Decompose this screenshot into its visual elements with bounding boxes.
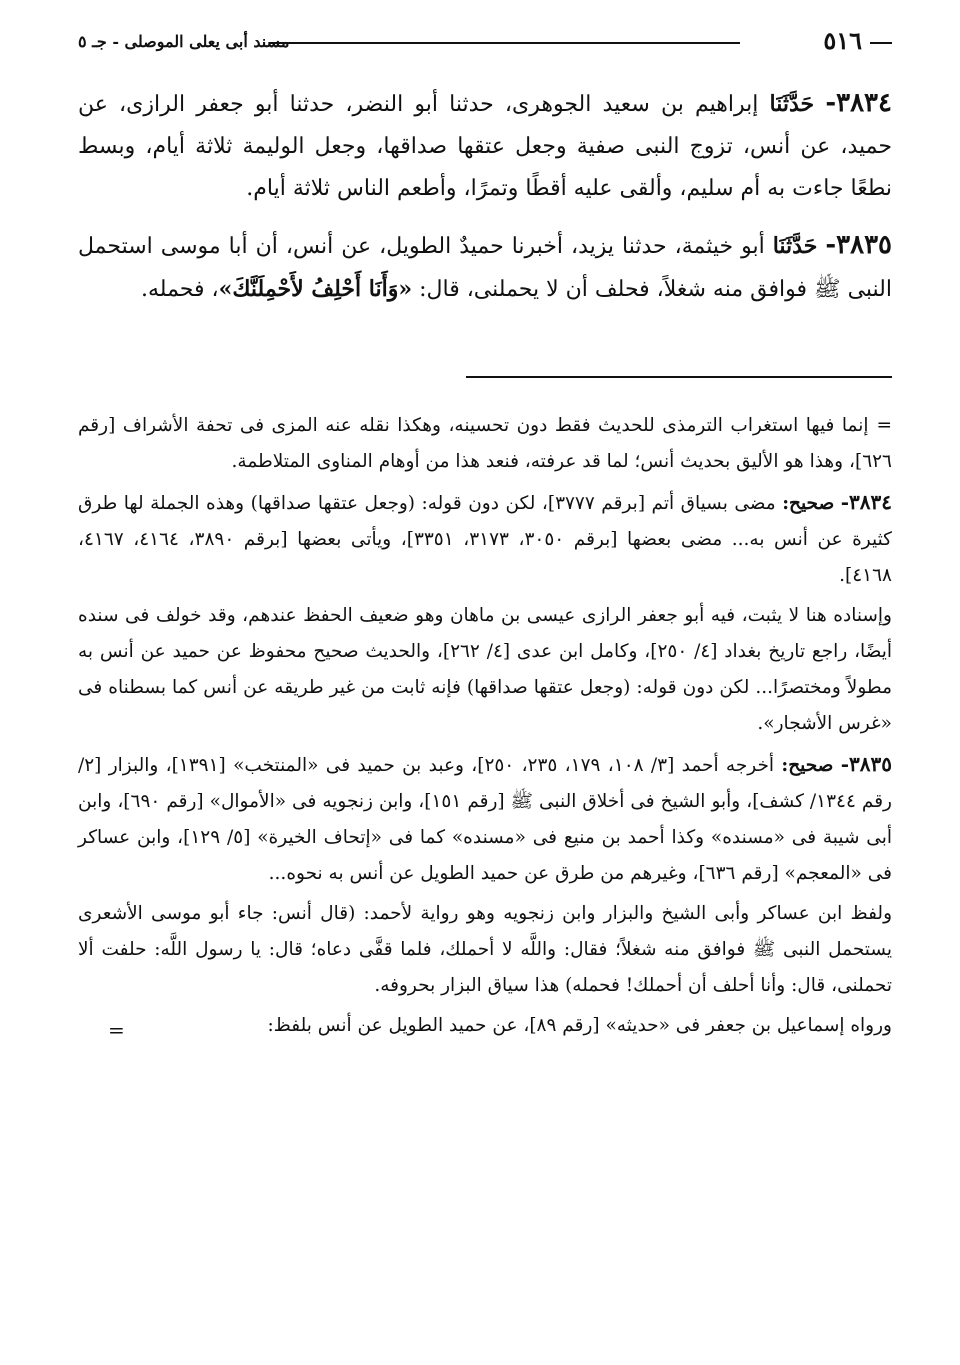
footnote-grade: صحيح:	[782, 493, 835, 514]
footnote-number: ٣٨٣٥-	[840, 752, 893, 776]
hadith-number: ٣٨٣٤-	[825, 88, 892, 118]
hadith-3835	[78, 224, 892, 311]
hadith-keyword: حَدَّثَنَا	[769, 91, 815, 117]
footnote-3835-para3	[78, 1008, 892, 1044]
main-text	[78, 82, 892, 325]
footnote-text: إنما فيها استغراب الترمذى للحديث فقط دون تحسينه، وهكذا نقله عنه المزى فى تحفة الأشراف [رقم ٦٢٦]، وهذا هو الأليق بحديث أنس؛ لما قد عرفته، فنعد هذا من أوهام المناوى المتلاطمة.	[78, 415, 892, 472]
footnote-number: ٣٨٣٤-	[840, 490, 892, 514]
footnote-continuation	[78, 408, 892, 480]
footnote-grade: صحيح:	[781, 755, 834, 776]
book-page	[78, 0, 892, 1365]
hadith-keyword: حَدَّثَنَا	[772, 233, 818, 259]
continues-mark: =	[108, 1018, 125, 1042]
hadith-quote: «وَأَنَا أَحْلِفُ لأَحْمِلَنَّكَ»	[218, 276, 413, 302]
header-rule	[270, 42, 740, 44]
footnote-3835-para2	[78, 896, 892, 1004]
hadith-tail: ، فحمله.	[141, 277, 219, 302]
hadith-3834	[78, 82, 892, 210]
footnote-text: أخرجه أحمد [٣/ ١٠٨، ١٧٩، ٢٣٥، ٢٥٠]، وعبد بن حميد فى «المنتخب» [١٣٩١]، والبزار [٢/ رقم ١٣٤٤/ كشف]، وأبو الشيخ فى أخلاق النبى ﷺ [رقم ١٥١]، وابن زنجويه فى «الأموال» [رقم ٦٩٠]، وابن أبى شيبة فى «مسنده» وكذا أحمد بن منيع فى «مسنده» كما فى «إتحاف الخيرة» [٥/ ١٢٩]، وابن عساكر فى «المعجم» [رقم ٦٣٦]، وغيرهم من طرق عن حميد الطويل عن أنس به نحوه...	[78, 755, 892, 884]
hadith-number: ٣٨٣٥-	[825, 230, 892, 260]
footnote-3835	[78, 746, 892, 892]
footnote-text: وإسناده هنا لا يثبت، فيه أبو جعفر الرازى عيسى بن ماهان وهو ضعيف الحفظ عندهم، وقد خولف فى سنده أيضًا، راجع تاريخ بغداد [٤/ ٢٥٠]، وكامل ابن عدى [٤/ ٢٦٢]، والحديث صحيح محفوظ عن حميد عن أنس به مطولاً ومختصرًا... لكن دون قوله: (وجعل عتقها صداقها) فإنه ثابت من غير طريقه عن أنس كما بسطناه فى «غرس الأشجار».	[78, 605, 893, 734]
footnote-text: مضى بسياق أتم [برقم ٣٧٧٧]، لكن دون قوله: (وجعل عتقها صداقها) وهذه الجملة لها طرق كثيرة عن أنس به... مضى بعضها [برقم ٣٠٥٠، ٣١٧٣، ٣٣٥١]، ويأتى بعضها [برقم ٣٨٩٠، ٤١٦٤، ٤١٦٧، ٤١٦٨].	[78, 493, 892, 586]
hadith-text: أبو خيثمة، حدثنا يزيد، أخبرنا حميدٌ الطويل، عن أنس، أن أبا موسى استحمل النبى ﷺ فوافق منه شغلاً، فحلف أن لا يحملنى، قال:	[78, 234, 892, 302]
footnote-3834	[78, 484, 892, 594]
page-number: ٥١٦	[823, 26, 862, 55]
page-header	[78, 24, 892, 64]
running-title: مسند أبى يعلى الموصلى - جـ ٥	[78, 32, 290, 51]
footnote-text: ورواه إسماعيل بن جعفر فى «حديثه» [رقم ٨٩]، عن حميد الطويل عن أنس بلفظ:	[267, 1015, 892, 1036]
continuation-mark: =	[876, 415, 892, 436]
header-rule-short	[870, 42, 892, 44]
footnote-3834-para2	[78, 598, 892, 742]
footnotes	[78, 408, 892, 1048]
footnote-text: ولفظ ابن عساكر وأبى الشيخ والبزار وابن زنجويه وهو رواية لأحمد: (قال أنس: جاء أبو موسى الأشعرى يستحمل النبى ﷺ فوافق منه شغلاً؛ فقال: واللَّه لا أحملك، فلما قفَّى دعاه؛ قال: يا رسول اللَّه: حلفت ألا تحملنى، قال: وأنا أحلف أن أحملك! فحمله) هذا سياق البزار بحروفه.	[78, 903, 892, 996]
hadith-text: إبراهيم بن سعيد الجوهرى، حدثنا أبو النضر، حدثنا أبو جعفر الرازى، عن حميد، عن أنس، تزوج النبى صفية وجعل عتقها صداقها، وجعل الوليمة ثلاثة أيام، وبسط نطعًا جاءت به أم سليم، وألقى عليه أقطًا وتمرًا، وأطعم الناس ثلاثة أيام.	[78, 92, 892, 201]
footnote-separator	[466, 376, 892, 378]
